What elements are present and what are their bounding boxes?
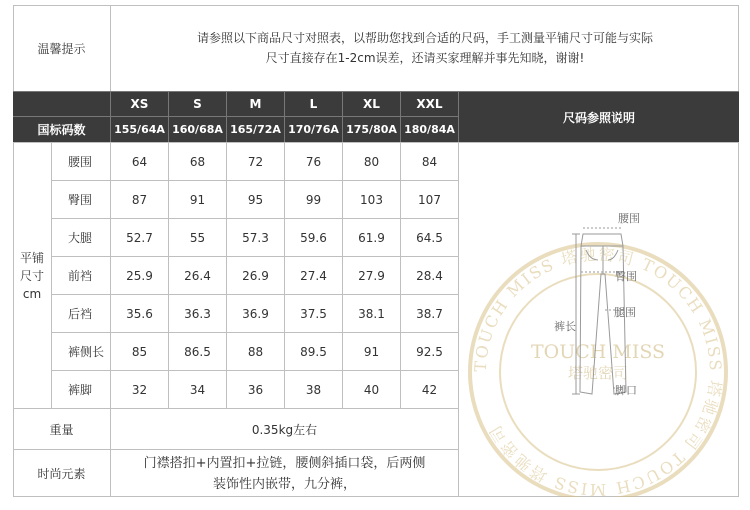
measurement-value: 37.5 (284, 294, 342, 332)
measurement-value: 25.9 (110, 256, 168, 294)
weight-label: 重量 (13, 408, 110, 449)
tip-message (110, 5, 739, 91)
diagram-label-hem: 脚口 (615, 384, 637, 397)
measurement-group-label (13, 142, 51, 408)
measurement-value: 107 (400, 180, 458, 218)
measurement-value: 95 (226, 180, 284, 218)
measurement-label: 腰围 (51, 142, 110, 180)
group-label-line-1: 平铺 (19, 250, 44, 265)
tip-line-1: 请参照以下商品尺寸对照表，以帮助您找到合适的尺码，手工测量平铺尺寸可能与实际 (196, 31, 653, 45)
size-header-l: L (284, 91, 342, 116)
size-reference-title: 尺码参照说明 (458, 91, 739, 142)
style-description (110, 449, 458, 497)
size-header-xl: XL (342, 91, 400, 116)
measurement-value: 89.5 (284, 332, 342, 370)
measurement-value: 99 (284, 180, 342, 218)
style-line-1: 门襟搭扣+内置扣+拉链，腰侧斜插口袋，后两侧 (143, 455, 426, 471)
intl-size-xl: 175/80A (342, 116, 400, 142)
size-header-xs: XS (110, 91, 168, 116)
measurement-label: 大腿 (51, 218, 110, 256)
measurement-label: 裤脚 (51, 370, 110, 408)
measurement-value: 61.9 (342, 218, 400, 256)
group-label-line-2: 尺寸 (19, 268, 44, 283)
watermark-seal (470, 244, 726, 497)
measurement-label: 前裆 (51, 256, 110, 294)
pants-diagram (458, 142, 739, 497)
watermark-brand-cn: 塔驰密司 (567, 364, 629, 382)
style-label: 时尚元素 (13, 449, 110, 497)
measurement-value: 38 (284, 370, 342, 408)
measurement-value: 64.5 (400, 218, 458, 256)
measurement-value: 35.6 (110, 294, 168, 332)
measurement-value: 64 (110, 142, 168, 180)
diagram-label-length: 裤长 (554, 320, 576, 333)
measurement-value: 88 (226, 332, 284, 370)
tip-line-2: 尺寸直接存在1-2cm误差，还请买家理解并事先知晓，谢谢! (265, 51, 585, 65)
measurement-value: 42 (400, 370, 458, 408)
measurement-value: 72 (226, 142, 284, 180)
measurement-value: 103 (342, 180, 400, 218)
measurement-value: 86.5 (168, 332, 226, 370)
measurement-value: 91 (342, 332, 400, 370)
measurement-value: 36.3 (168, 294, 226, 332)
measurement-value: 34 (168, 370, 226, 408)
measurement-value: 27.9 (342, 256, 400, 294)
measurement-value: 57.3 (226, 218, 284, 256)
intl-size-s: 160/68A (168, 116, 226, 142)
measurement-label: 后裆 (51, 294, 110, 332)
size-header-xxl: XXL (400, 91, 458, 116)
intl-size-l: 170/76A (284, 116, 342, 142)
measurement-value: 68 (168, 142, 226, 180)
measurement-value: 85 (110, 332, 168, 370)
intl-size-xs: 155/64A (110, 116, 168, 142)
intl-size-label: 国标码数 (13, 116, 110, 142)
measurement-value: 40 (342, 370, 400, 408)
measurement-value: 38.1 (342, 294, 400, 332)
measurement-label: 臀围 (51, 180, 110, 218)
measurement-value: 76 (284, 142, 342, 180)
style-line-2: 装饰性内嵌带，九分裤， (212, 476, 356, 492)
measurement-value: 27.4 (284, 256, 342, 294)
measurement-value: 32 (110, 370, 168, 408)
measurement-value: 28.4 (400, 256, 458, 294)
measurement-value: 80 (342, 142, 400, 180)
size-header-s: S (168, 91, 226, 116)
measurement-value: 91 (168, 180, 226, 218)
measurement-value: 52.7 (110, 218, 168, 256)
group-label-line-3: cm (22, 286, 42, 301)
diagram-label-waist: 腰围 (618, 212, 640, 225)
watermark-brand-en: TOUCH MISS (530, 341, 666, 363)
measurement-value: 59.6 (284, 218, 342, 256)
measurement-value: 26.4 (168, 256, 226, 294)
measurement-value: 26.9 (226, 256, 284, 294)
tip-label: 温馨提示 (37, 41, 86, 56)
measurement-value: 92.5 (400, 332, 458, 370)
measurement-label: 裤侧长 (51, 332, 110, 370)
measurement-value: 36 (226, 370, 284, 408)
diagram-label-thigh: 腿围 (614, 306, 636, 319)
intl-size-xxl: 180/84A (400, 116, 458, 142)
intl-size-m: 165/72A (226, 116, 284, 142)
measurement-value: 38.7 (400, 294, 458, 332)
measurement-value: 84 (400, 142, 458, 180)
measurement-value: 87 (110, 180, 168, 218)
measurement-value: 55 (168, 218, 226, 256)
weight-value: 0.35kg左右 (110, 408, 458, 449)
watermark-ring-text: TOUCH MISS 塔驰密司 TOUCH MISS 塔驰密司 TOUCH MISS 塔驰密司 (470, 244, 726, 497)
diagram-label-hip: 臀围 (615, 270, 637, 283)
measurement-value: 36.9 (226, 294, 284, 332)
header-corner (13, 91, 110, 116)
size-header-m: M (226, 91, 284, 116)
